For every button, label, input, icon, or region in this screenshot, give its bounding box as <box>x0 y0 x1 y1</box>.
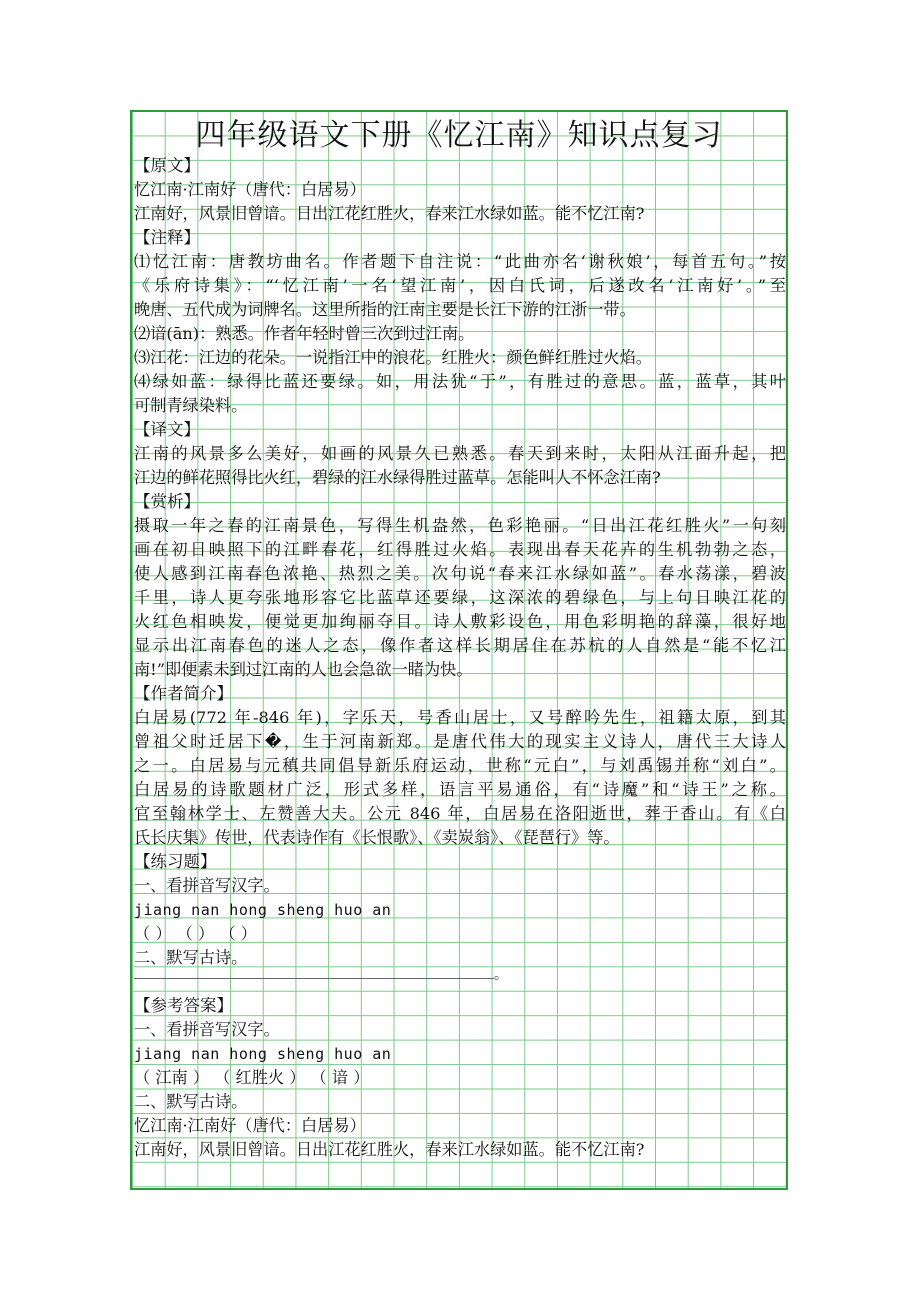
exercise-heading: 【练习题】 <box>134 852 217 871</box>
exercise-blanks: （ ） （ ） （ ） <box>134 924 257 943</box>
answer-fill: （ 江南 ） （ 红胜火 ） （ 谙 ） <box>134 1068 370 1087</box>
appreciation-line: 南!”即便素未到过江南的人也会急欲一睹为快。 <box>134 660 473 679</box>
appreciation-line: 千里，诗人更夸张地形容它比蓝草还要绿，这深浓的碧绿色，与上句日映江花的 <box>134 588 786 607</box>
author-line: 氏长庆集》传世，代表诗作有《长恨歌》、《卖炭翁》、《琵琶行》等。 <box>134 828 620 847</box>
appreciation-line: 使人感到江南春色浓艳、热烈之美。次句说“春来江水绿如蓝”。春水荡漾，碧波 <box>134 564 786 583</box>
notes-line: 《乐府诗集》：“‘忆江南’一名‘望江南’，因白氏词，后遂改名‘江南好’。”至 <box>134 276 786 295</box>
blank-period: 。 <box>494 967 508 983</box>
original-poem-title: 忆江南·江南好（唐代：白居易） <box>134 180 366 199</box>
answer-heading: 【参考答案】 <box>134 996 233 1015</box>
answer-blank-line[interactable] <box>134 978 494 979</box>
notes-line: ⑵谙(ān)：熟悉。作者年轻时曾三次到过江南。 <box>134 324 475 343</box>
translation-line: 江边的鲜花照得比火红，碧绿的江水绿得胜过蓝草。怎能叫人不怀念江南? <box>134 468 661 487</box>
notes-line: ⑷绿如蓝：绿得比蓝还要绿。如，用法犹“于”，有胜过的意思。蓝，蓝草，其叶 <box>134 372 786 391</box>
page-title: 四年级语文下册《忆江南》知识点复习 <box>195 118 723 153</box>
appreciation-line: 画在初日映照下的江畔春花，红得胜过火焰。表现出春天花卉的生机勃勃之态， <box>134 540 786 559</box>
author-line: 之一。白居易与元稹共同倡导新乐府运动，世称“元白”，与刘禹锡并称“刘白”。 <box>134 756 786 775</box>
appreciation-line: 显示出江南春色的迷人之态，像作者这样长期居住在苏杭的人自然是“能不忆江 <box>134 636 786 655</box>
answer-question-2: 二、默写古诗。 <box>134 1092 248 1111</box>
answer-pinyin: jiang nan hong sheng huo an <box>134 1045 392 1063</box>
grid-paper <box>130 110 788 1190</box>
author-line: 官至翰林学士、左赞善大夫。公元 846 年，白居易在洛阳逝世，葬于香山。有《白 <box>134 804 786 823</box>
exercise-question-2: 二、默写古诗。 <box>134 948 248 967</box>
answer-poem-title: 忆江南·江南好（唐代：白居易） <box>134 1116 366 1135</box>
notes-line: ⑶江花：江边的花朵。一说指江中的浪花。红胜火：颜色鲜红胜过火焰。 <box>134 348 652 367</box>
exercise-question-1: 一、看拼音写汉字。 <box>134 876 280 895</box>
answer-question-1: 一、看拼音写汉字。 <box>134 1020 280 1039</box>
appreciation-line: 摄取一年之春的江南景色，写得生机盎然，色彩艳丽。“日出江花红胜火”一句刻 <box>134 516 786 535</box>
answer-poem-text: 江南好，风景旧曾谙。日出江花红胜火，春来江水绿如蓝。能不忆江南? <box>134 1140 645 1159</box>
original-poem-text: 江南好，风景旧曾谙。日出江花红胜火，春来江水绿如蓝。能不忆江南? <box>134 204 645 223</box>
author-line: 曾祖父时迁居下�，生于河南新郑。是唐代伟大的现实主义诗人，唐代三大诗人 <box>134 732 786 751</box>
appreciation-line: 火红色相映发，便觉更加绚丽夺目。诗人敷彩设色，用色彩明艳的辞藻，很好地 <box>134 612 786 631</box>
notes-line: ⑴忆江南：唐教坊曲名。作者题下自注说：“此曲亦名‘谢秋娘’，每首五句。”按 <box>134 252 786 271</box>
translation-line: 江南的风景多么美好，如画的风景久已熟悉。春天到来时，太阳从江面升起，把 <box>134 444 786 463</box>
notes-line: 晚唐、五代成为词牌名。这里所指的江南主要是长江下游的江浙一带。 <box>134 300 636 319</box>
original-heading: 【原文】 <box>134 156 200 175</box>
notes-heading: 【注释】 <box>134 228 200 247</box>
author-heading: 【作者简介】 <box>134 684 233 703</box>
translation-heading: 【译文】 <box>134 420 200 439</box>
author-line: 白居易的诗歌题材广泛，形式多样，语言平易通俗，有“诗魔”和“诗王”之称。 <box>134 780 786 799</box>
appreciation-heading: 【赏析】 <box>134 492 200 511</box>
author-line: 白居易(772 年-846 年)，字乐天，号香山居士，又号醉吟先生，祖籍太原，到其 <box>134 708 786 727</box>
exercise-pinyin: jiang nan hong sheng huo an <box>134 901 392 919</box>
notes-line: 可制青绿染料。 <box>134 396 248 415</box>
